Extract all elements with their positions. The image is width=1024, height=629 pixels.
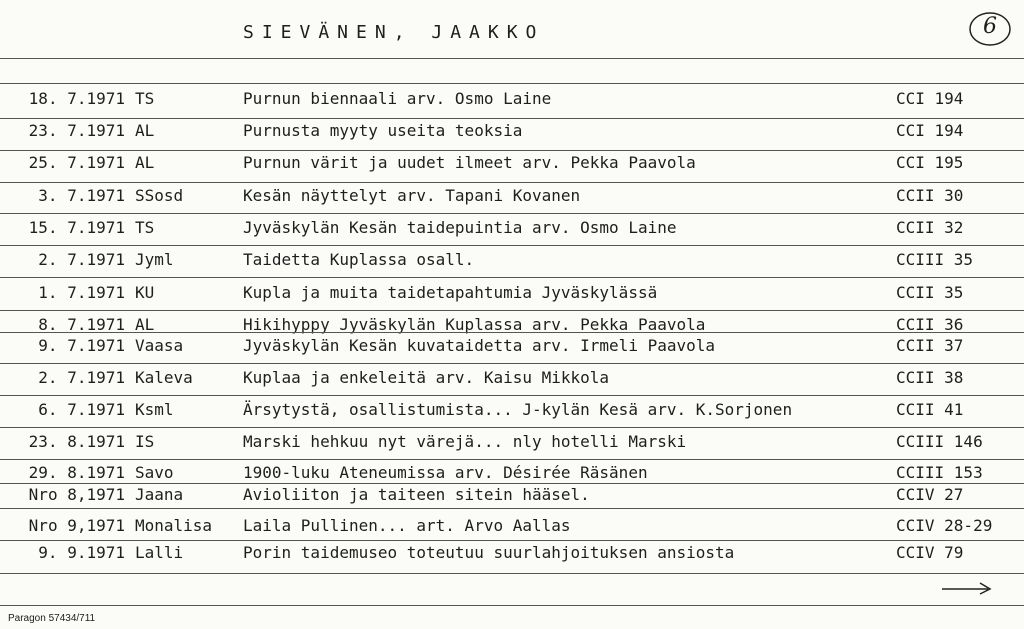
entry-reference: CCII 36 — [896, 315, 964, 334]
entry-source: TS — [135, 218, 155, 237]
entry-source: AL — [135, 121, 155, 140]
entry-title: Kupla ja muita taidetapahtumia Jyväskylässä — [243, 283, 658, 302]
entry-title: Purnusta myyty useita teoksia — [243, 121, 523, 140]
header-rule — [0, 58, 1024, 59]
row-rule — [0, 540, 1024, 541]
entry-title: Porin taidemuseo toteutuu suurlahjoituksen ansiosta — [243, 543, 735, 562]
entry-row — [0, 543, 1024, 569]
entry-reference: CCII 32 — [896, 218, 964, 237]
entry-source: AL — [135, 315, 155, 334]
entry-source: Ksml — [135, 400, 174, 419]
entry-date: 6. 7.1971 — [38, 400, 125, 419]
entry-source: Kaleva — [135, 368, 193, 387]
entry-date: 9. 9.1971 — [38, 543, 125, 562]
entry-reference: CCIV 79 — [896, 543, 964, 562]
entry-row — [0, 516, 1024, 542]
entry-source: Savo — [135, 463, 174, 482]
entry-row — [0, 368, 1024, 394]
row-rule — [0, 483, 1024, 484]
entry-date: Nro 8,1971 — [28, 485, 125, 504]
row-rule — [0, 508, 1024, 509]
entry-title: Kesän näyttelyt arv. Tapani Kovanen — [243, 186, 581, 205]
entry-row — [0, 218, 1024, 244]
entry-row — [0, 250, 1024, 276]
entry-reference: CCII 30 — [896, 186, 964, 205]
entry-row — [0, 153, 1024, 179]
entry-title: Avioliiton ja taiteen sitein hääsel. — [243, 485, 590, 504]
entry-title: Jyväskylän Kesän taidepuintia arv. Osmo Laine — [243, 218, 677, 237]
entry-date: 29. 8.1971 — [28, 463, 125, 482]
entry-reference: CCIV 27 — [896, 485, 964, 504]
card-title: SIEVÄNEN, JAAKKO — [243, 22, 545, 43]
entry-date: 3. 7.1971 — [38, 186, 125, 205]
entry-reference: CCI 195 — [896, 153, 964, 172]
entry-row — [0, 121, 1024, 147]
entry-row — [0, 283, 1024, 309]
row-rule — [0, 332, 1024, 333]
entry-reference: CCI 194 — [896, 89, 964, 108]
entry-date: Nro 9,1971 — [28, 516, 125, 535]
entry-title: Ärsytystä, osallistumista... J-kylän Kesä arv. K.Sorjonen — [243, 400, 793, 419]
entry-reference: CCI 194 — [896, 121, 964, 140]
entry-date: 23. 7.1971 — [28, 121, 125, 140]
entry-row — [0, 432, 1024, 458]
footer-rule — [0, 605, 1024, 606]
entry-title: Jyväskylän Kesän kuvataidetta arv. Irmeli Paavola — [243, 336, 716, 355]
row-rule — [0, 277, 1024, 278]
entry-row — [0, 336, 1024, 362]
row-rule — [0, 459, 1024, 460]
entry-reference: CCII 35 — [896, 283, 964, 302]
entry-title: Marski hehkuu nyt värejä... nly hotelli Marski — [243, 432, 687, 451]
entry-source: Jaana — [135, 485, 184, 504]
entry-date: 2. 7.1971 — [38, 250, 125, 269]
row-rule — [0, 310, 1024, 311]
row-rule — [0, 573, 1024, 574]
row-rule — [0, 245, 1024, 246]
entry-date: 15. 7.1971 — [28, 218, 125, 237]
row-rule — [0, 363, 1024, 364]
footer-print: Paragon 57434/711 — [8, 613, 96, 624]
entry-source: Monalisa — [135, 516, 213, 535]
entry-date: 1. 7.1971 — [38, 283, 125, 302]
entry-row — [0, 400, 1024, 426]
row-rule — [0, 395, 1024, 396]
row-rule — [0, 213, 1024, 214]
entry-title: Purnun värit ja uudet ilmeet arv. Pekka Paavola — [243, 153, 696, 172]
entry-date: 25. 7.1971 — [28, 153, 125, 172]
entry-reference: CCIII 153 — [896, 463, 983, 482]
entry-reference: CCII 38 — [896, 368, 964, 387]
entry-source: AL — [135, 153, 155, 172]
entry-date: 2. 7.1971 — [38, 368, 125, 387]
entry-row — [0, 186, 1024, 212]
row-rule — [0, 182, 1024, 183]
row-rule — [0, 118, 1024, 119]
entry-date: 23. 8.1971 — [28, 432, 125, 451]
entry-date: 18. 7.1971 — [28, 89, 125, 108]
entry-title: 1900-luku Ateneumissa arv. Désirée Räsänen — [243, 463, 648, 482]
entry-reference: CCIII 146 — [896, 432, 983, 451]
entry-row — [0, 89, 1024, 115]
entry-title: Purnun biennaali arv. Osmo Laine — [243, 89, 552, 108]
page-number-text: 6 — [983, 14, 997, 39]
entry-title: Taidetta Kuplassa osall. — [243, 250, 475, 269]
entry-date: 9. 7.1971 — [38, 336, 125, 355]
arrow-right-icon — [940, 578, 994, 598]
entry-source: IS — [135, 432, 155, 451]
entry-title: Laila Pullinen... art. Arvo Aallas — [243, 516, 571, 535]
entry-reference: CCIII 35 — [896, 250, 974, 269]
entry-source: Jyml — [135, 250, 174, 269]
entry-source: TS — [135, 89, 155, 108]
row-rule — [0, 427, 1024, 428]
page-number — [968, 10, 1012, 48]
entry-date: 8. 7.1971 — [38, 315, 125, 334]
row-rule — [0, 150, 1024, 151]
entry-source: Lalli — [135, 543, 184, 562]
header-rule-2 — [0, 83, 1024, 84]
entry-source: Vaasa — [135, 336, 184, 355]
entry-source: KU — [135, 283, 155, 302]
entry-source: SSosd — [135, 186, 184, 205]
entry-reference: CCII 41 — [896, 400, 964, 419]
entry-title: Kuplaa ja enkeleitä arv. Kaisu Mikkola — [243, 368, 610, 387]
entry-reference: CCII 37 — [896, 336, 964, 355]
entry-title: Hikihyppy Jyväskylän Kuplassa arv. Pekka Paavola — [243, 315, 706, 334]
entry-reference: CCIV 28-29 — [896, 516, 993, 535]
